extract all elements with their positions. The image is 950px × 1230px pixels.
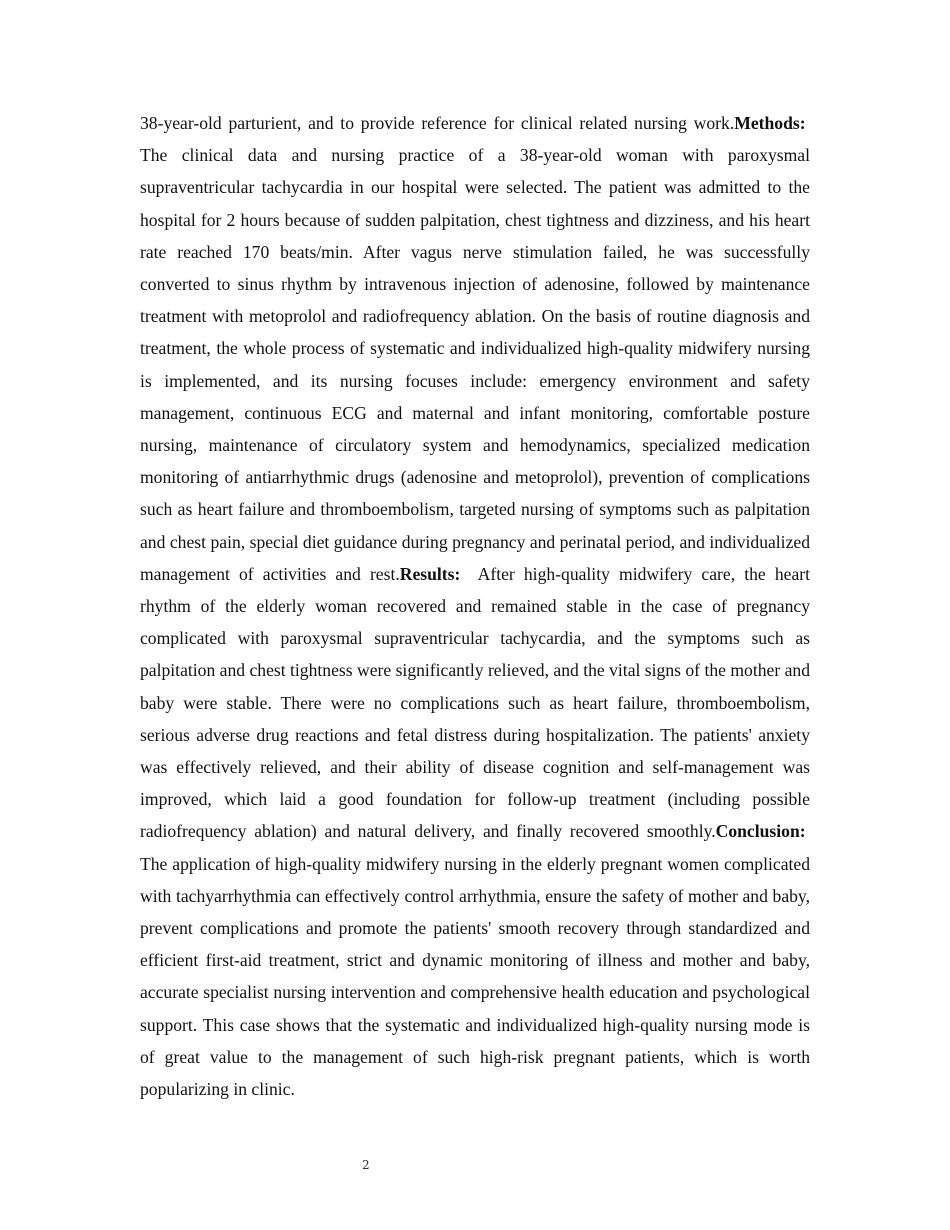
- abstract-body: [140, 107, 810, 1105]
- conclusion-text: The application of high-quality midwifery nursing in the elderly pregnant women complicated with tachyarrhythmia can effectively control arrhythmia, ensure the safety of mother and baby, prevent complications and promote the patients' smooth recovery through standardized and efficient first-aid treatment, strict and dynamic monitoring of illness and mother and baby, accurate specialist nursing intervention and comprehensive health education and psychological support. This case shows that the systematic and individualized high-quality nursing mode is of great value to the management of such high-risk pregnant patients, which is worth popularizing in clinic.: [140, 853, 810, 1100]
- methods-text: The clinical data and nursing practice of a 38-year-old woman with paroxysmal supraventricular tachycardia in our hospital were selected. The patient was admitted to the hospital for 2 hours because of sudden palpitation, chest tightness and dizziness, and his heart rate reached 170 beats/min. After vagus nerve stimulation failed, he was successfully converted to sinus rhythm by intravenous injection of adenosine, followed by maintenance treatment with metoprolol and radiofrequency ablation. On the basis of routine diagnosis and treatment, the whole process of systematic and individualized high-quality midwifery nursing is implemented, and its nursing focuses include: emergency environment and safety management, continuous ECG and maternal and infant monitoring, comfortable posture nursing, maintenance of circulatory system and hemodynamics, specialized medication monitoring of antiarrhythmic drugs (adenosine and metoprolol), prevention of complications such as heart failure and thromboembolism, targeted nursing of symptoms such as palpitation and chest pain, special diet guidance during pregnancy and perinatal period, and individualized management of activities and rest.: [140, 145, 810, 584]
- page-number: 2: [362, 1158, 370, 1172]
- conclusion-label: Conclusion:: [715, 821, 806, 842]
- methods-label: Methods:: [734, 113, 806, 133]
- results-label: Results:: [399, 563, 461, 584]
- abstract-intro-text: 38-year-old parturient, and to provide reference for clinical related nursing work.: [140, 113, 735, 133]
- results-text: After high-quality midwifery care, the heart rhythm of the elderly woman recovered and remained stable in the case of pregnancy complicated with paroxysmal supraventricular tachycardia, and the symptoms such as palpitation and chest tightness were significantly relieved, and the vital signs of the mother and baby were stable. There were no complications such as heart failure, thromboembolism, serious adverse drug reactions and fetal distress during hospitalization. The patients' anxiety was effectively relieved, and their ability of disease cognition and self-management was improved, which laid a good foundation for follow-up treatment (including possible radiofrequency ablation) and natural delivery, and finally recovered smoothly.: [140, 563, 810, 842]
